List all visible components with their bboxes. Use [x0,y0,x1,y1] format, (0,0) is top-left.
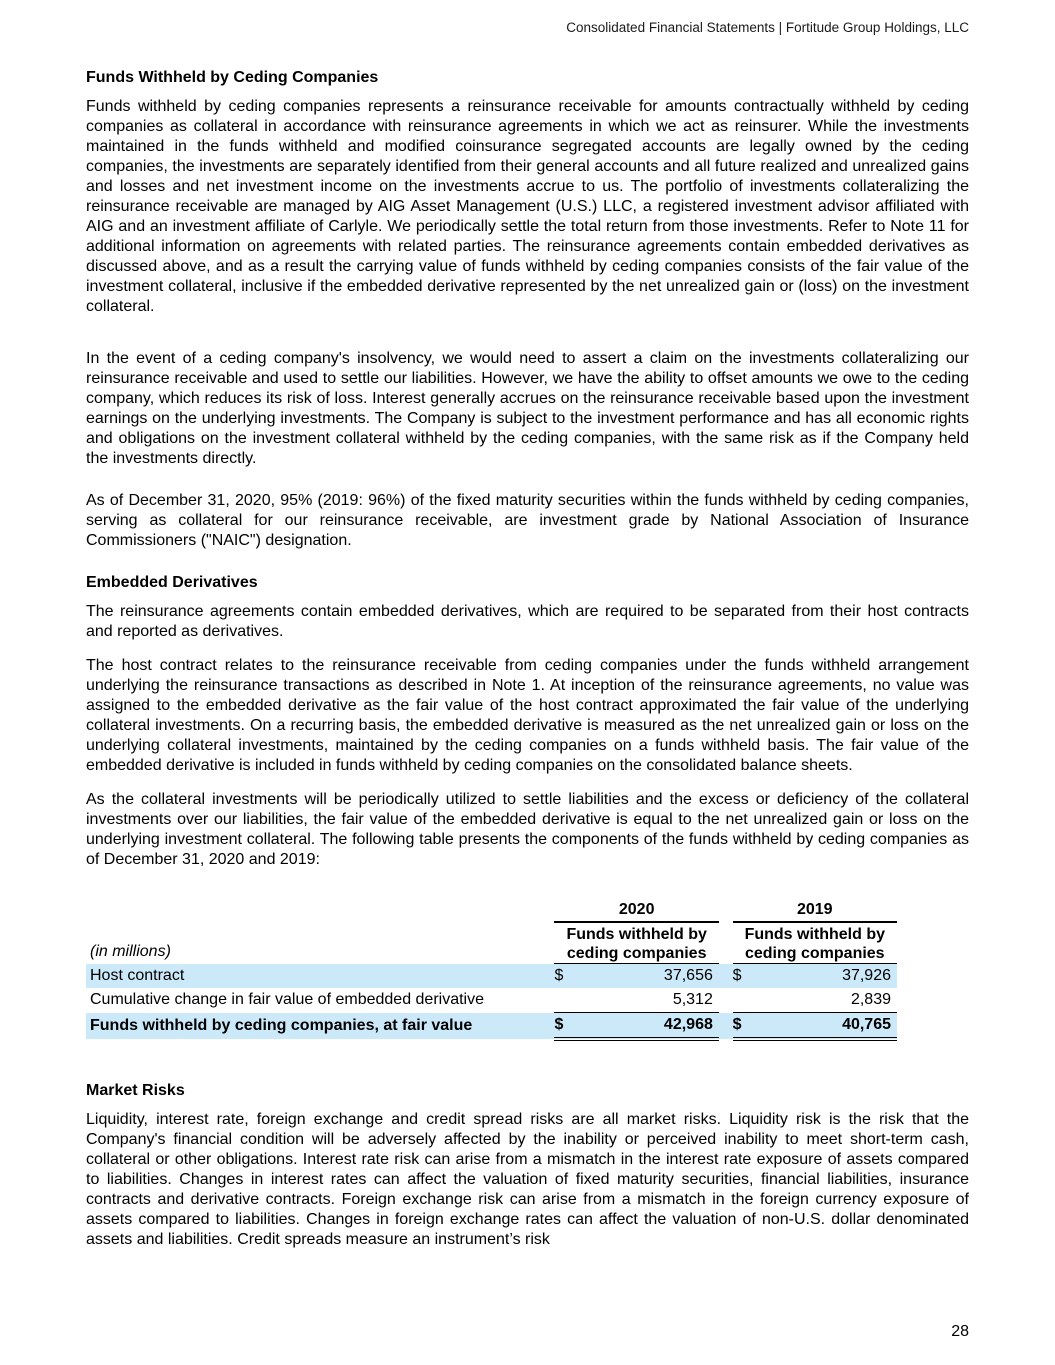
column-header-2020: Funds withheld by ceding companies [554,922,718,964]
funds-withheld-table [86,898,897,1041]
paragraph: As the collateral investments will be periodically utilized to settle liabilities and the excess or deficiency of the collateral investments over our liabilities, the fair value of the embedded derivative is equal to the net unrealized gain or loss on the underlying investment collateral. The following table presents the components of the funds withheld by ceding companies as of December 31, 2020 and 2019: [86,791,969,868]
section-heading-market-risks: Market Risks [86,1082,185,1099]
paragraph: Liquidity, interest rate, foreign exchange and credit spread risks are all market risks. Liquidity risk is the risk that the Company's financial condition will be adversely affected by the inability or perceived inability to meet short-term cash, collateral or other obligations. Interest rate risk can arise from a mismatch in the interest rate exposure of assets compared to liabilities. Changes in interest rates can affect the valuation of fixed maturity securities, financial liabilities, insurance contracts and derivative contracts. Foreign exchange risk can arise from a mismatch in the foreign currency exposure of assets compared to liabilities. Changes in foreign exchange rates can affect the valuation of non-U.S. dollar denominated assets and liabilities. Credit spreads measure an instrument’s risk [86,1111,969,1248]
units-label: (in millions) [90,942,171,960]
year-header-2020: 2020 [618,900,655,918]
row-label: Host contract [86,964,554,989]
running-header: Consolidated Financial Statements | Fortitude Group Holdings, LLC [566,20,969,35]
value-2019: 2,839 [850,991,891,1008]
table-total-row [86,1013,897,1040]
value-2020: 37,656 [574,964,719,989]
paragraph: The host contract relates to the reinsurance receivable from ceding companies under the funds withheld arrangement underlying the reinsurance transactions as described in Note 1. At inception of the reinsurance agreements, no value was assigned to the embedded derivative as the fair value of the host contract approximated the fair value of the underlying collateral investments. On a recurring basis, the embedded derivative is measured as the net unrealized gain or loss on the underlying collateral investments, maintained by the ceding companies on a funds withheld basis. The fair value of the embedded derivative is included in funds withheld by ceding companies on the consolidated balance sheets. [86,657,969,774]
table-row [86,964,897,989]
row-label: Funds withheld by ceding companies, at fair value [86,1013,554,1040]
value-2020: 42,968 [574,1013,719,1040]
table-year-header-row [86,898,897,922]
paragraph: The reinsurance agreements contain embedded derivatives, which are required to be separated from their host contracts and reported as derivatives. [86,603,969,640]
table-row [86,988,897,1013]
page-content [86,68,969,1250]
column-header-2019: Funds withheld by ceding companies [733,922,897,964]
currency-symbol: $ [554,964,574,989]
section-heading-embedded-derivatives: Embedded Derivatives [86,574,258,591]
paragraph: Funds withheld by ceding companies represents a reinsurance receivable for amounts contractually withheld by ceding companies as collateral in accordance with reinsurance agreements in which we act as reinsurer. While the investments maintained in the funds withheld and modified coinsurance segregated accounts are legally owned by the ceding companies, the investments are separately identified from their general accounts and all future realized and unrealized gains and losses and net investment income on the investments accrue to us. The portfolio of investments collateralizing the reinsurance receivable are managed by AIG Asset Management (U.S.) LLC, a registered investment advisor affiliated with AIG and an investment affiliate of Carlyle. We periodically settle the total return from those investments. Refer to Note 11 for additional information on agreements with related parties. The reinsurance agreements contain embedded derivatives as discussed above, and as a result the carrying value of funds withheld by ceding companies consists of the fair value of the investment collateral, inclusive if the embedded derivative represented by the net unrealized gain or (loss) on the investment collateral. [86,98,969,315]
currency-symbol: $ [733,964,753,989]
row-label: Cumulative change in fair value of embedded derivative [90,991,485,1009]
section-heading-funds-withheld: Funds Withheld by Ceding Companies [86,69,379,86]
currency-symbol: $ [733,1013,753,1040]
value-2019: 37,926 [752,964,897,989]
page-number: 28 [951,1323,969,1340]
year-header-2019: 2019 [796,900,833,918]
value-2019: 40,765 [752,1013,897,1040]
paragraph: In the event of a ceding company's insolvency, we would need to assert a claim on the investments collateralizing our reinsurance receivable and used to settle our liabilities. However, we have the ability to offset amounts we owe to the ceding company, which reduces its risk of loss. Interest generally accrues on the reinsurance receivable based upon the investment earnings on the underlying investments. The Company is subject to the investment performance and has all economic rights and obligations on the investment collateral withheld by the ceding companies, with the same risk as if the Company held the investments directly. [86,350,969,467]
table-column-header-row [86,922,897,964]
paragraph: As of December 31, 2020, 95% (2019: 96%) of the fixed maturity securities within the funds withheld by ceding companies, serving as collateral for our reinsurance receivable, are investment grade by National Association of Insurance Commissioners ("NAIC") designation. [86,492,969,549]
value-2020: 5,312 [672,991,713,1008]
currency-symbol: $ [554,1013,574,1040]
